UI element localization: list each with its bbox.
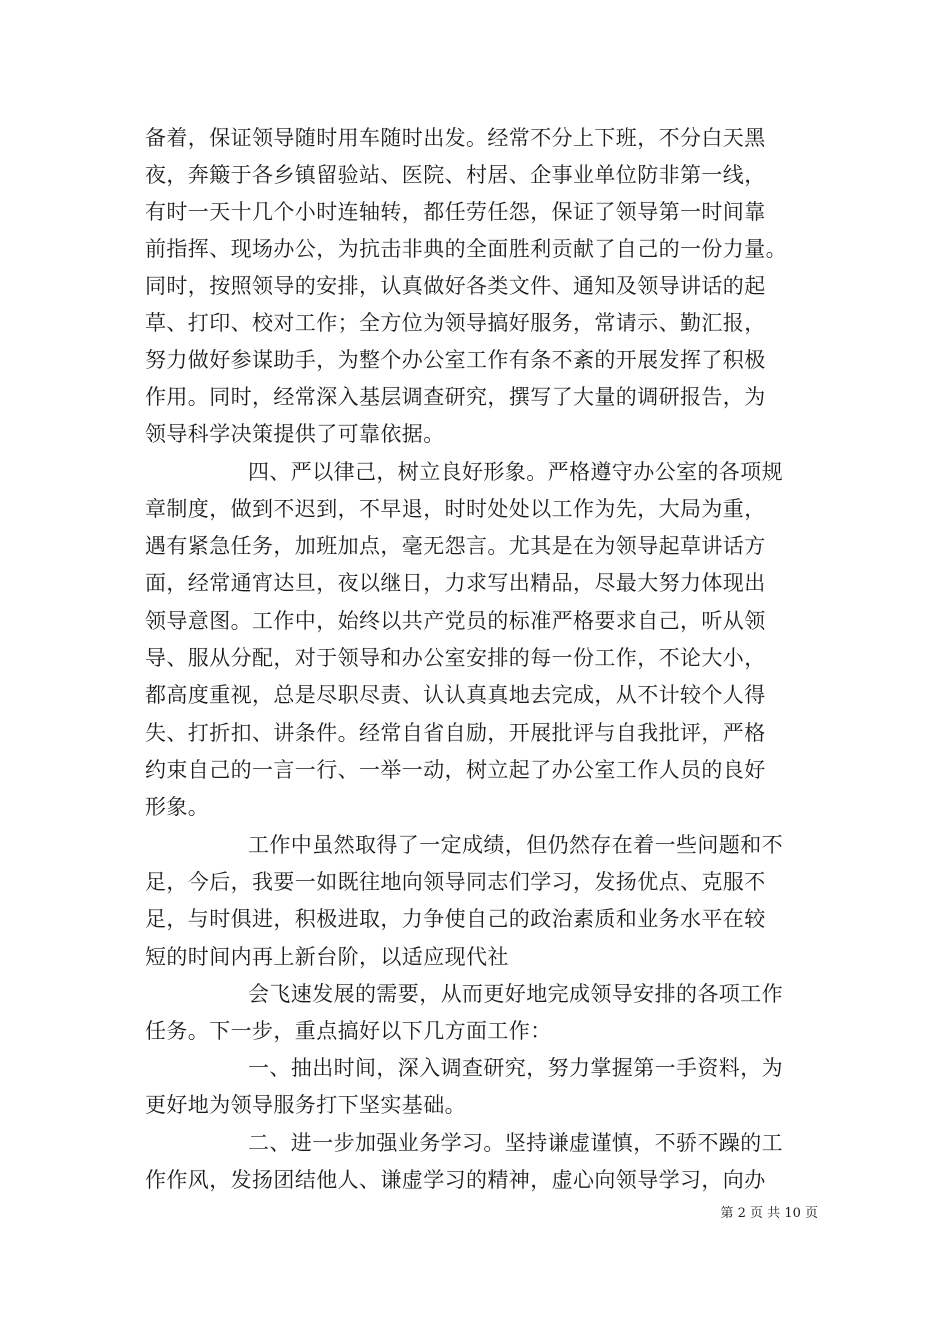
text-line: 约束自己的一言一行、一举一动，树立起了办公室工作人员的良好 bbox=[145, 758, 766, 782]
text-line: 夜，奔簸于各乡镇留验站、医院、村居、企事业单位防非第一线， bbox=[145, 163, 766, 187]
page-number-footer: 第 2 页 共 10 页 bbox=[720, 1206, 818, 1221]
text-line: 作作风，发扬团结他人、谦虚学习的精神，虚心向领导学习，向办 bbox=[145, 1168, 766, 1192]
text-line: 前指挥、现场办公，为抗击非典的全面胜利贡献了自己的一份力量。 bbox=[145, 237, 787, 261]
text-line: 章制度，做到不迟到，不早退，时时处处以工作为先，大局为重， bbox=[145, 497, 766, 521]
paragraph-start-line: 四、严以律己，树立良好形象。严格遵守办公室的各项规 bbox=[248, 460, 783, 484]
text-line: 任务。下一步，重点搞好以下几方面工作： bbox=[145, 1019, 552, 1043]
text-line: 作用。同时，经常深入基层调查研究，撰写了大量的调研报告，为 bbox=[145, 385, 766, 409]
text-line: 草、打印、校对工作；全方位为领导搞好服务，常请示、勤汇报， bbox=[145, 311, 766, 335]
text-line: 有时一天十几个小时连轴转，都任劳任怨，保证了领导第一时间靠 bbox=[145, 200, 766, 224]
text-line: 导、服从分配，对于领导和办公室安排的每一份工作，不论大小， bbox=[145, 646, 766, 670]
text-line: 足，与时俱进，积极进取，力争使自己的政治素质和业务水平在较 bbox=[145, 907, 766, 931]
text-line: 努力做好参谋助手，为整个办公室工作有条不紊的开展发挥了积极 bbox=[145, 348, 766, 372]
text-line: 足，今后，我要一如既往地向领导同志们学习，发扬优点、克服不 bbox=[145, 870, 766, 894]
text-line: 都高度重视，总是尽职尽责、认认真真地去完成，从不计较个人得 bbox=[145, 683, 766, 707]
paragraph-start-line: 工作中虽然取得了一定成绩，但仍然存在着一些问题和不 bbox=[248, 833, 783, 857]
text-line: 失、打折扣、讲条件。经常自省自励，开展批评与自我批评，严格 bbox=[145, 721, 766, 745]
text-line: 面，经常通宵达旦，夜以继日，力求写出精品，尽最大努力体现出 bbox=[145, 571, 766, 595]
text-line: 备着，保证领导随时用车随时出发。经常不分上下班，不分白天黑 bbox=[145, 126, 766, 150]
text-line: 领导科学决策提供了可靠依据。 bbox=[145, 422, 445, 446]
paragraph-start-line: 二、进一步加强业务学习。坚持谦虚谨慎，不骄不躁的工 bbox=[248, 1131, 783, 1155]
text-line: 领导意图。工作中，始终以共产党员的标准严格要求自己，听从领 bbox=[145, 609, 766, 633]
text-line: 更好地为领导服务打下坚实基础。 bbox=[145, 1093, 466, 1117]
text-line: 同时，按照领导的安排，认真做好各类文件、通知及领导讲话的起 bbox=[145, 274, 766, 298]
text-line: 遇有紧急任务，加班加点，毫无怨言。尤其是在为领导起草讲话方 bbox=[145, 534, 766, 558]
paragraph-start-line: 一、抽出时间，深入调查研究，努力掌握第一手资料，为 bbox=[248, 1056, 783, 1080]
text-line: 形象。 bbox=[145, 795, 210, 819]
text-line: 短的时间内再上新台阶，以适应现代社 bbox=[145, 945, 509, 969]
paragraph-start-line: 会飞速发展的需要，从而更好地完成领导安排的各项工作 bbox=[248, 982, 783, 1006]
